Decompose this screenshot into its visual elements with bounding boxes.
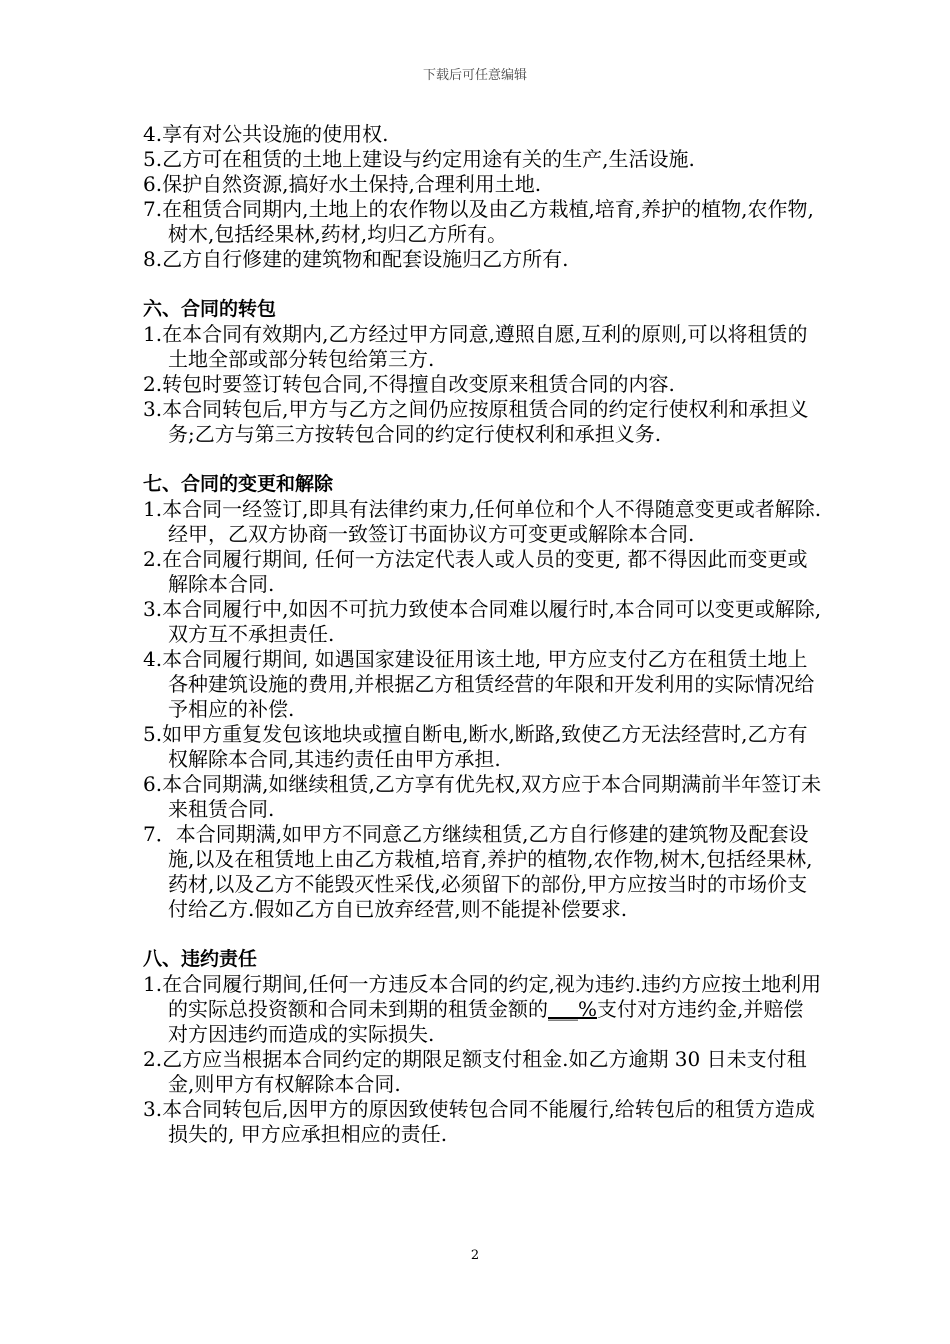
list-item: 2.转包时要签订转包合同,不得擅自改变原来租赁合同的内容. (143, 372, 675, 396)
list-item: 1.在本合同有效期内,乙方经过甲方同意,遵照自愿,互利的原则,可以将租赁的土地全部或部分转包给第三方. (143, 322, 808, 371)
list-item: 5.如甲方重复发包该地块或擅自断电,断水,断路,致使乙方无法经营时,乙方有权解除本合同,其违约责任由甲方承担. (143, 722, 808, 771)
section-heading-8: 八、违约责任 (143, 948, 258, 970)
page-header: 下载后可任意编辑 (422, 68, 527, 83)
list-item (143, 972, 823, 1047)
list-item: 8.乙方自行修建的建筑物和配套设施归乙方所有. (143, 247, 569, 271)
list-item: 4.享有对公共设施的使用权. (143, 122, 389, 146)
list-item: 2.在合同履行期间, 任何一方法定代表人或人员的变更, 都不得因此而变更或解除本合同. (143, 547, 808, 596)
list-item: 5.乙方可在租赁的土地上建设与约定用途有关的生产,生活设施. (143, 147, 695, 171)
document-body (143, 122, 823, 1147)
list-item: 3.本合同转包后,甲方与乙方之间仍应按原租赁合同的约定行使权利和承担义务;乙方与第三方按转包合同的约定行使权利和承担义务. (143, 397, 809, 446)
clause-text: 支付对方违约金,并赔偿对方因违约而造成的实际损失. (168, 997, 804, 1046)
clause-text: 1.在合同履行期间,任何一方违反本合同的约定,视为违约.违约方应按土地利用的实际总投资额和合同未到期的租赁金额的 (143, 972, 822, 1021)
list-item: 7．本合同期满,如甲方不同意乙方继续租赁,乙方自行修建的建筑物及配套设施,以及在租赁地上由乙方栽植,培育,养护的植物,农作物,树木,包括经果林,药材,以及乙方不能毁灭性采伐,必须留下的部份,甲方应按当时的市场价支付给乙方.假如乙方自已放弃经营,则不能提补偿要求. (143, 822, 813, 921)
list-item: 3.本合同转包后,因甲方的原因致使转包合同不能履行,给转包后的租赁方造成损失的, 甲方应承担相应的责任. (143, 1097, 815, 1146)
list-item: 7.在租赁合同期内,土地上的农作物以及由乙方栽植,培育,养护的植物,农作物,树木,包括经果林,药材,均归乙方所有。 (143, 197, 814, 246)
list-item: 3.本合同履行中,如因不可抗力致使本合同难以履行时,本合同可以变更或解除,双方互不承担责任. (143, 597, 822, 646)
list-item: 4.本合同履行期间, 如遇国家建设征用该土地, 甲方应支付乙方在租赁土地上各种建筑设施的费用,并根据乙方租赁经营的年限和开发利用的实际情况给予相应的补偿. (143, 647, 815, 721)
list-item: 2.乙方应当根据本合同约定的期限足额支付租金.如乙方逾期 30 日未支付租金,则甲方有权解除本合同. (143, 1047, 807, 1096)
list-item: 6.本合同期满,如继续租赁,乙方享有优先权,双方应于本合同期满前半年签订未来租赁合同. (143, 772, 822, 821)
list-item: 6.保护自然资源,搞好水土保持,合理利用土地. (143, 172, 542, 196)
page-number: 2 (470, 1248, 480, 1263)
list-item: 1.本合同一经签订,即具有法律约束力,任何单位和个人不得随意变更或者解除.经甲，乙双方协商一致签订书面协议方可变更或解除本合同. (143, 497, 822, 546)
section-heading-6: 六、合同的转包 (143, 298, 277, 320)
section-heading-7: 七、合同的变更和解除 (143, 473, 334, 495)
percentage-blank: ___% (548, 997, 598, 1021)
